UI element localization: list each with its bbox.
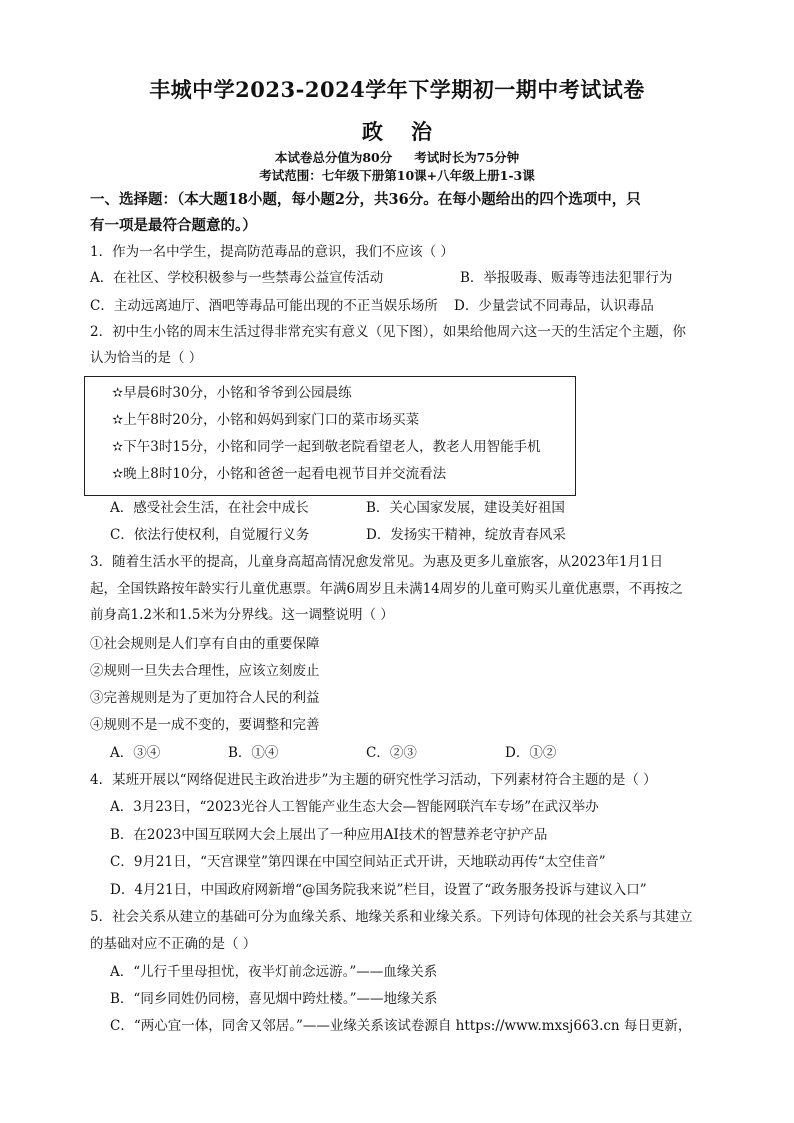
q5-option-c: C．“两心宜一体，同舍又邻居。”——业缘关系该试卷源自 https://www.mxsj663.cn 每日更新， — [110, 1018, 692, 1034]
q2-option-a: A．感受社会生活，在社会中成长 — [110, 500, 309, 516]
q3-stem-cont: 前身高1.2米和1.5米为分界线。这一调整说明（ ） — [90, 607, 394, 623]
q5-option-b: B．“同乡同姓仍同榜，喜见烟中跨灶楼。”——地缘关系 — [110, 991, 438, 1007]
q2-option-d: D．发扬实干精神，绽放青春风采 — [366, 527, 566, 543]
q3-item: ①社会规则是人们享有自由的重要保障 — [90, 636, 320, 652]
q4-option-c: C．9月21日，“天宫课堂”第四课在中国空间站正式开讲，天地联动再传“太空佳音” — [110, 854, 606, 870]
q3-stem: 3．随着生活水平的提高，儿童身高超高情况愈发常见。为惠及更多儿童旅客，从2023年1月1日 — [90, 554, 664, 570]
q2-box-line: ✫下午3时15分，小铭和同学一起到敬老院看望老人，教老人用智能手机 — [112, 439, 541, 455]
q3-option-d: D．①② — [505, 745, 557, 761]
q3-stem-cont: 起，全国铁路按年龄实行儿童优惠票。年满6周岁且未满14周岁的儿童可购买儿童优惠票，不再按之 — [90, 581, 683, 597]
exam-title: 丰城中学2023-2024学年下学期初一期中考试试卷 — [149, 77, 645, 102]
q1-option-d: D．少量尝试不同毒品，认识毒品 — [454, 298, 654, 314]
score-info: 本试卷总分值为80分 — [274, 150, 393, 165]
q5-option-a: A．“儿行千里母担忧，夜半灯前念远游。”——血缘关系 — [110, 964, 438, 980]
q3-option-b: B．①④ — [228, 745, 279, 761]
q5-stem-cont: 的基础对应不正确的是（ ） — [90, 936, 257, 952]
q2-box-line: ✫上午8时20分，小铭和妈妈到家门口的菜市场买菜 — [112, 412, 420, 428]
q2-box-line: ✫早晨6时30分，小铭和爷爷到公园晨练 — [112, 385, 352, 401]
exam-scope: 考试范围：七年级下册第10课+八年级上册1-3课 — [259, 168, 535, 183]
time-info: 考试时长为75分钟 — [414, 150, 520, 165]
q2-box-line: ✫晚上8时10分，小铭和爸爸一起看电视节目并交流看法 — [112, 466, 447, 482]
q3-item: ②规则一旦失去合理性，应该立刻废止 — [90, 663, 320, 679]
q2-option-c: C．依法行使权利，自觉履行义务 — [110, 527, 310, 543]
q1-option-c: C．主动远离迪厅、酒吧等毒品可能出现的不正当娱乐场所 — [90, 298, 438, 314]
q3-item: ③完善规则是为了更加符合人民的利益 — [90, 690, 320, 706]
q3-option-c: C．②③ — [366, 745, 417, 761]
section-heading: 一、选择题：（本大题18小题，每小题2分，共36分。在每小题给出的四个选项中，只 — [90, 191, 641, 208]
q3-option-a: A．③④ — [110, 745, 161, 761]
q2-option-b: B．关心国家发展，建设美好祖国 — [366, 500, 565, 516]
q1-option-a: A．在社区、学校积极参与一些禁毒公益宣传活动 — [90, 270, 384, 286]
q4-option-d: D．4月21日，中国政府网新增“@国务院我来说”栏目，设置了“政务服务投诉与建议入口” — [110, 882, 647, 898]
q2-stem-cont: 认为恰当的是（ ） — [90, 350, 203, 366]
q2-stem: 2．初中生小铭的周末生活过得非常充实有意义（见下图），如果给他周六这一天的生活定个主题，你 — [90, 324, 686, 340]
q5-stem: 5．社会关系从建立的基础可分为血缘关系、地缘关系和业缘关系。下列诗句体现的社会关系与其建立 — [90, 909, 693, 925]
q4-option-b: B．在2023中国互联网大会上展出了一种应用AI技术的智慧养老守护产品 — [110, 827, 548, 843]
q1-option-b: B．举报吸毒、贩毒等违法犯罪行为 — [460, 270, 673, 286]
section-heading-cont: 有一项是最符合题意的。） — [90, 217, 257, 234]
exam-info — [0, 148, 794, 166]
q4-option-a: A．3月23日，“2023光谷人工智能产业生态大会—智能网联汽车专场”在武汉举办 — [110, 799, 599, 815]
q3-item: ④规则不是一成不变的，要调整和完善 — [90, 717, 320, 733]
q4-stem: 4．某班开展以“网络促进民主政治进步”为主题的研究性学习活动，下列素材符合主题的是（ ） — [90, 772, 657, 788]
subject-title: 政治 — [362, 119, 460, 144]
q1-stem: 1．作为一名中学生，提高防范毒品的意识，我们不应该（ ） — [90, 244, 454, 260]
